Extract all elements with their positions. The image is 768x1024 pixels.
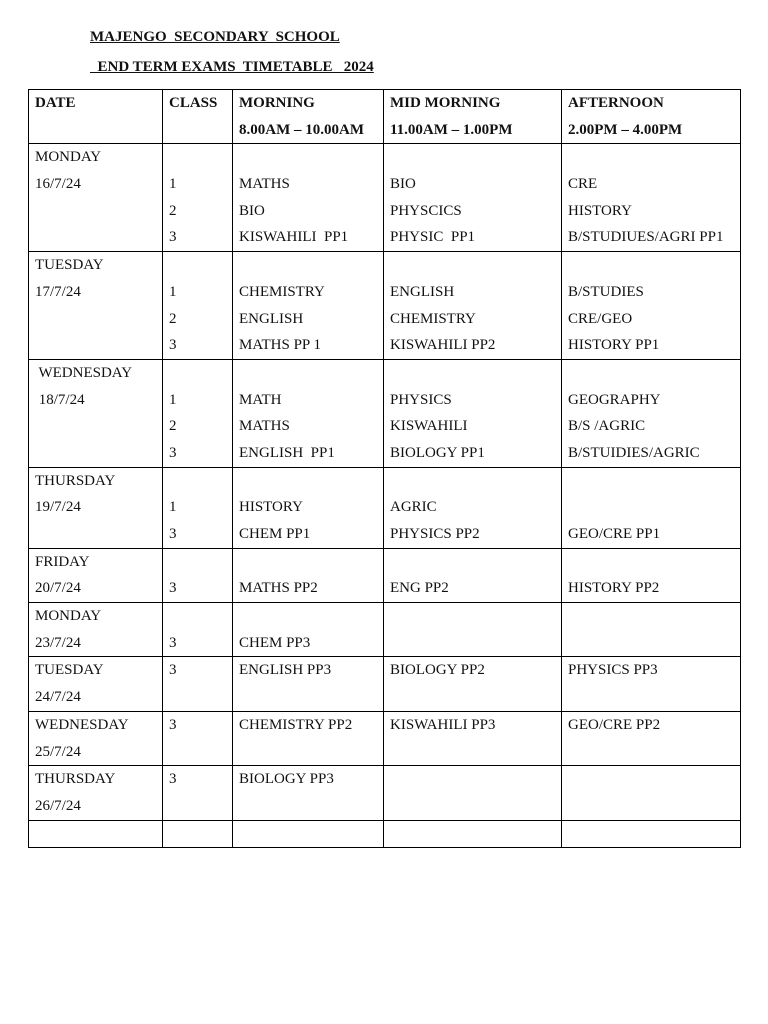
class-number-cell [163, 766, 233, 820]
day-date-cell [29, 603, 163, 657]
class-number-cell [163, 548, 233, 602]
mid-morning-subject: CHEMISTRY [390, 310, 476, 327]
morning-subject: MATHS PP2 [239, 580, 318, 597]
afternoon-subject-cell [562, 657, 741, 711]
afternoon-subject: B/STUIDIES/AGRIC [568, 444, 700, 461]
spacer [239, 252, 383, 279]
class-number: 3 [169, 771, 177, 788]
afternoon-subject [568, 630, 740, 657]
morning-subject: ENGLISH [239, 310, 304, 327]
exam-date: 18/7/24 [35, 391, 85, 408]
spacer [35, 440, 162, 467]
header-date-label: DATE [35, 95, 76, 111]
spacer [35, 198, 162, 225]
day-name: WEDNESDAY [35, 716, 129, 733]
morning-subject-cell [233, 359, 384, 467]
spacer [35, 306, 162, 333]
spacer [568, 252, 740, 279]
morning-subject: CHEM PP1 [239, 526, 311, 542]
day-date-cell [29, 548, 163, 602]
header-row [29, 90, 741, 144]
day-name: WEDNESDAY [35, 364, 133, 381]
day-date-cell [29, 657, 163, 711]
mid-morning-subject: AGRIC [390, 499, 437, 516]
afternoon-subject: B/STUDIES [568, 283, 644, 300]
morning-subject-cell [233, 766, 384, 820]
class-number-cell [163, 252, 233, 360]
day-date-cell [29, 144, 163, 252]
empty-row [29, 820, 741, 847]
afternoon-subject-cell [562, 144, 741, 252]
spacer [35, 224, 162, 251]
day-row [29, 144, 741, 252]
mid-morning-subject: ENG PP2 [390, 580, 449, 597]
class-number: 1 [169, 283, 177, 300]
afternoon-subject [568, 766, 740, 793]
morning-subject: MATHS [239, 176, 290, 193]
header-morning-label: MORNING [239, 95, 315, 111]
day-name: THURSDAY [35, 771, 116, 788]
spacer [390, 252, 561, 279]
class-number: 3 [169, 337, 177, 354]
mid-morning-subject [390, 766, 561, 793]
mid-morning-subject [390, 630, 561, 657]
class-number: 3 [169, 580, 177, 597]
morning-subject: ENGLISH PP1 [239, 444, 335, 461]
exam-date: 25/7/24 [35, 743, 81, 760]
class-number-cell [163, 657, 233, 711]
spacer [568, 603, 740, 630]
spacer [169, 549, 232, 576]
class-number: 3 [169, 662, 177, 679]
spacer [35, 332, 162, 359]
morning-subject-cell [233, 603, 384, 657]
mid-morning-subject: KISWAHILI PP2 [390, 337, 496, 354]
exam-date: 19/7/24 [35, 499, 81, 516]
morning-subject-cell [233, 252, 384, 360]
exam-date: 23/7/24 [35, 634, 81, 651]
timetable-title: END TERM EXAMS TIMETABLE 2024 [90, 59, 374, 75]
header-mid-morning [384, 90, 562, 144]
morning-subject: CHEMISTRY [239, 283, 325, 300]
day-name: TUESDAY [35, 257, 104, 274]
day-row [29, 548, 741, 602]
afternoon-subject-cell [562, 711, 741, 765]
spacer [169, 360, 232, 387]
class-number: 3 [169, 229, 177, 246]
header-morning-time: 8.00AM – 10.00AM [239, 121, 364, 138]
day-date-cell [29, 467, 163, 548]
spacer [568, 360, 740, 387]
spacer [390, 144, 561, 171]
spacer [35, 413, 162, 440]
class-number: 1 [169, 391, 177, 408]
afternoon-subject: GEO/CRE PP2 [568, 716, 661, 733]
afternoon-subject: HISTORY [568, 202, 632, 219]
class-number: 3 [169, 444, 177, 461]
class-number: 3 [169, 526, 177, 542]
mid-morning-subject: BIO [390, 176, 416, 193]
morning-subject: ENGLISH PP3 [239, 662, 332, 679]
spacer [390, 549, 561, 576]
mid-morning-subject: KISWAHILI PP3 [390, 716, 496, 733]
spacer [390, 603, 561, 630]
class-number-cell [163, 144, 233, 252]
mid-morning-subject: PHYSICS [390, 391, 452, 408]
morning-subject: CHEM PP3 [239, 634, 311, 651]
spacer [390, 360, 561, 387]
mid-morning-subject-cell [384, 144, 562, 252]
mid-morning-subject: PHYSIC PP1 [390, 229, 476, 246]
mid-morning-subject-cell [384, 766, 562, 820]
morning-subject-cell [233, 711, 384, 765]
spacer [239, 603, 383, 630]
day-date-cell [29, 766, 163, 820]
morning-subject: BIOLOGY PP3 [239, 771, 334, 788]
day-row [29, 711, 741, 765]
mid-morning-subject-cell [384, 711, 562, 765]
exam-date: 17/7/24 [35, 283, 81, 300]
header-morning [233, 90, 384, 144]
mid-morning-subject: KISWAHILI [390, 418, 468, 435]
spacer [169, 468, 232, 495]
class-number: 1 [169, 499, 177, 516]
mid-morning-subject-cell [384, 467, 562, 548]
afternoon-subject-cell [562, 252, 741, 360]
header-afternoon-label: AFTERNOON [568, 95, 664, 111]
class-number: 3 [169, 634, 177, 651]
spacer [239, 360, 383, 387]
morning-subject: MATHS PP 1 [239, 337, 321, 354]
exam-date: 24/7/24 [35, 689, 81, 706]
header-class [163, 90, 233, 144]
mid-morning-subject-cell [384, 548, 562, 602]
afternoon-subject: GEO/CRE PP1 [568, 526, 661, 542]
day-row [29, 657, 741, 711]
day-row [29, 467, 741, 548]
header-class-label: CLASS [169, 95, 218, 111]
afternoon-subject-cell [562, 359, 741, 467]
afternoon-subject: B/S /AGRIC [568, 418, 646, 435]
class-number: 2 [169, 418, 177, 435]
header-afternoon [562, 90, 741, 144]
spacer [35, 521, 162, 548]
morning-subject: BIO [239, 202, 265, 219]
afternoon-subject-cell [562, 603, 741, 657]
day-date-cell [29, 711, 163, 765]
morning-subject: MATHS [239, 418, 290, 435]
class-number-cell [163, 711, 233, 765]
class-number-cell [163, 359, 233, 467]
class-number: 3 [169, 716, 177, 733]
header-mid-morning-time: 11.00AM – 1.00PM [390, 121, 513, 138]
afternoon-subject-cell [562, 766, 741, 820]
spacer [239, 468, 383, 495]
spacer [568, 468, 740, 495]
day-date-cell [29, 359, 163, 467]
exam-timetable [28, 89, 741, 848]
mid-morning-subject-cell [384, 252, 562, 360]
mid-morning-subject: BIOLOGY PP1 [390, 444, 485, 461]
day-name: MONDAY [35, 608, 102, 625]
timetable-body [29, 144, 741, 847]
day-name: TUESDAY [35, 662, 104, 679]
class-number: 2 [169, 202, 177, 219]
mid-morning-subject-cell [384, 359, 562, 467]
afternoon-subject: CRE/GEO [568, 310, 633, 327]
exam-date: 26/7/24 [35, 797, 81, 814]
spacer [239, 549, 383, 576]
afternoon-subject: PHYSICS PP3 [568, 662, 658, 679]
mid-morning-subject: BIOLOGY PP2 [390, 662, 485, 679]
morning-subject: MATH [239, 391, 282, 408]
afternoon-subject-cell [562, 467, 741, 548]
morning-subject: KISWAHILI PP1 [239, 229, 349, 246]
morning-subject: CHEMISTRY PP2 [239, 716, 353, 733]
afternoon-subject [568, 494, 740, 521]
afternoon-subject: HISTORY PP2 [568, 580, 660, 597]
exam-date: 20/7/24 [35, 580, 81, 597]
spacer [568, 144, 740, 171]
spacer [169, 144, 232, 171]
header-mid-morning-label: MID MORNING [390, 95, 501, 111]
day-row [29, 252, 741, 360]
spacer [169, 252, 232, 279]
mid-morning-subject: PHYSCICS [390, 202, 462, 219]
day-date-cell [29, 252, 163, 360]
afternoon-subject: CRE [568, 176, 598, 193]
afternoon-subject: HISTORY PP1 [568, 337, 660, 354]
header-afternoon-time: 2.00PM – 4.00PM [568, 121, 683, 138]
morning-subject-cell [233, 548, 384, 602]
class-number-cell [163, 603, 233, 657]
mid-morning-subject-cell [384, 603, 562, 657]
class-number: 1 [169, 176, 177, 193]
school-name: MAJENGO SECONDARY SCHOOL [90, 29, 340, 45]
morning-subject: HISTORY [239, 499, 303, 516]
day-name: FRIDAY [35, 553, 90, 570]
spacer [239, 144, 383, 171]
afternoon-subject: B/STUDIUES/AGRI PP1 [568, 229, 724, 246]
mid-morning-subject: PHYSICS PP2 [390, 526, 480, 542]
exam-date: 16/7/24 [35, 176, 81, 193]
mid-morning-subject-cell [384, 657, 562, 711]
class-number: 2 [169, 310, 177, 327]
mid-morning-subject: ENGLISH [390, 283, 455, 300]
spacer [568, 549, 740, 576]
afternoon-subject: GEOGRAPHY [568, 391, 661, 408]
header-date [29, 90, 163, 144]
day-name: THURSDAY [35, 472, 116, 489]
day-name: MONDAY [35, 149, 102, 166]
day-row [29, 359, 741, 467]
afternoon-subject-cell [562, 548, 741, 602]
class-number-cell [163, 467, 233, 548]
morning-subject-cell [233, 144, 384, 252]
day-row [29, 766, 741, 820]
spacer [390, 468, 561, 495]
spacer [169, 603, 232, 630]
morning-subject-cell [233, 657, 384, 711]
day-row [29, 603, 741, 657]
morning-subject-cell [233, 467, 384, 548]
